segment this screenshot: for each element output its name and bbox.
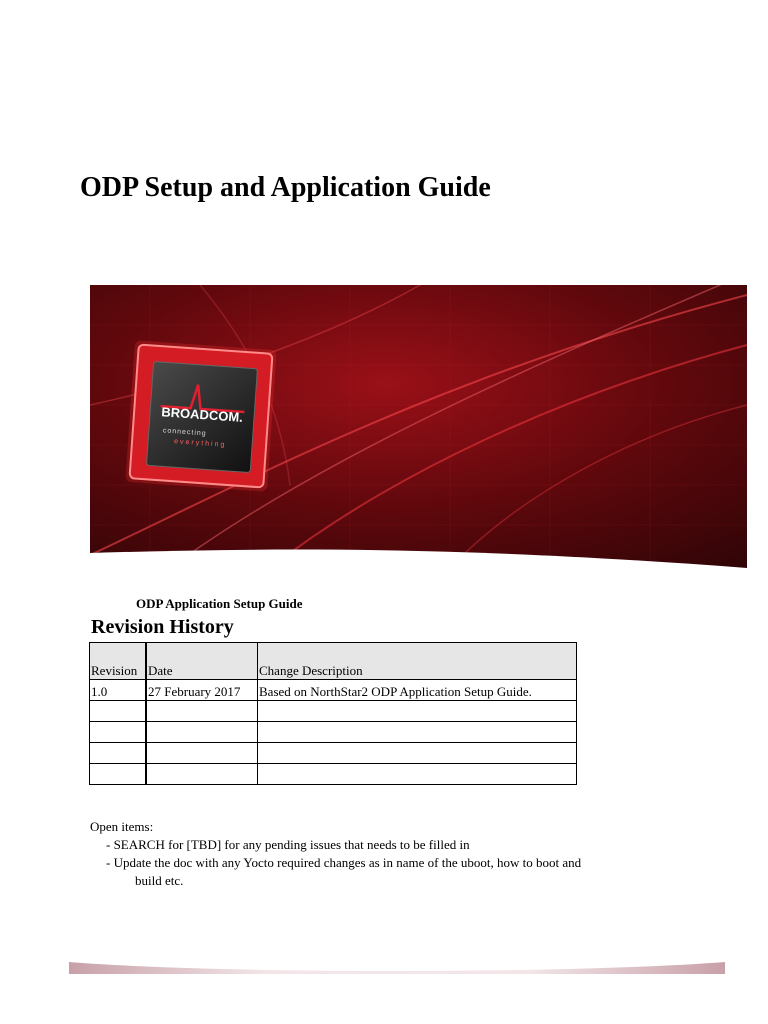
- open-items-heading: Open items:: [90, 819, 154, 834]
- cell-revision: [90, 743, 147, 764]
- cell-date: [146, 722, 258, 743]
- table-row: [90, 743, 577, 764]
- table-row: [90, 722, 577, 743]
- open-item: - SEARCH for [TBD] for any pending issues that needs to be filled in: [106, 837, 470, 852]
- banner-tagline-2: everything: [173, 438, 227, 449]
- cell-date: 27 February 2017: [146, 680, 258, 701]
- cell-change-description: [258, 764, 577, 785]
- cell-date: [146, 764, 258, 785]
- banner-graphic: [90, 285, 747, 568]
- open-items: [90, 818, 581, 890]
- broadcom-chip-logo: [129, 344, 272, 487]
- open-item: - Update the doc with any Yocto required changes as in name of the uboot, how to boot and: [106, 855, 582, 870]
- footer-band: [69, 958, 725, 974]
- open-item-continuation: build etc.: [135, 873, 184, 888]
- document-subtitle: ODP Application Setup Guide: [136, 596, 303, 611]
- cell-date: [146, 743, 258, 764]
- cell-change-description: [258, 743, 577, 764]
- cell-revision: 1.0: [90, 680, 147, 701]
- footer-graphic: [69, 958, 725, 974]
- cell-revision: [90, 764, 147, 785]
- cell-revision: [90, 701, 147, 722]
- table-row: [90, 701, 577, 722]
- revision-history-heading: Revision History: [91, 616, 234, 638]
- table-row: [90, 764, 577, 785]
- cell-change-description: Based on NorthStar2 ODP Application Setup Guide.: [258, 680, 577, 701]
- header-revision: Revision: [90, 643, 147, 680]
- table-header-row: [90, 643, 577, 680]
- table-row: [90, 680, 577, 701]
- cover-banner: [90, 285, 747, 568]
- banner-logo-text: BROADCOM.: [160, 404, 244, 425]
- header-date: Date: [146, 643, 258, 680]
- cell-date: [146, 701, 258, 722]
- cell-revision: [90, 722, 147, 743]
- cell-change-description: [258, 722, 577, 743]
- header-change-description: Change Description: [258, 643, 577, 680]
- document-title: ODP Setup and Application Guide: [80, 172, 491, 203]
- revision-history-table: [89, 642, 577, 785]
- banner-tagline-1: connecting: [162, 427, 207, 438]
- cell-change-description: [258, 701, 577, 722]
